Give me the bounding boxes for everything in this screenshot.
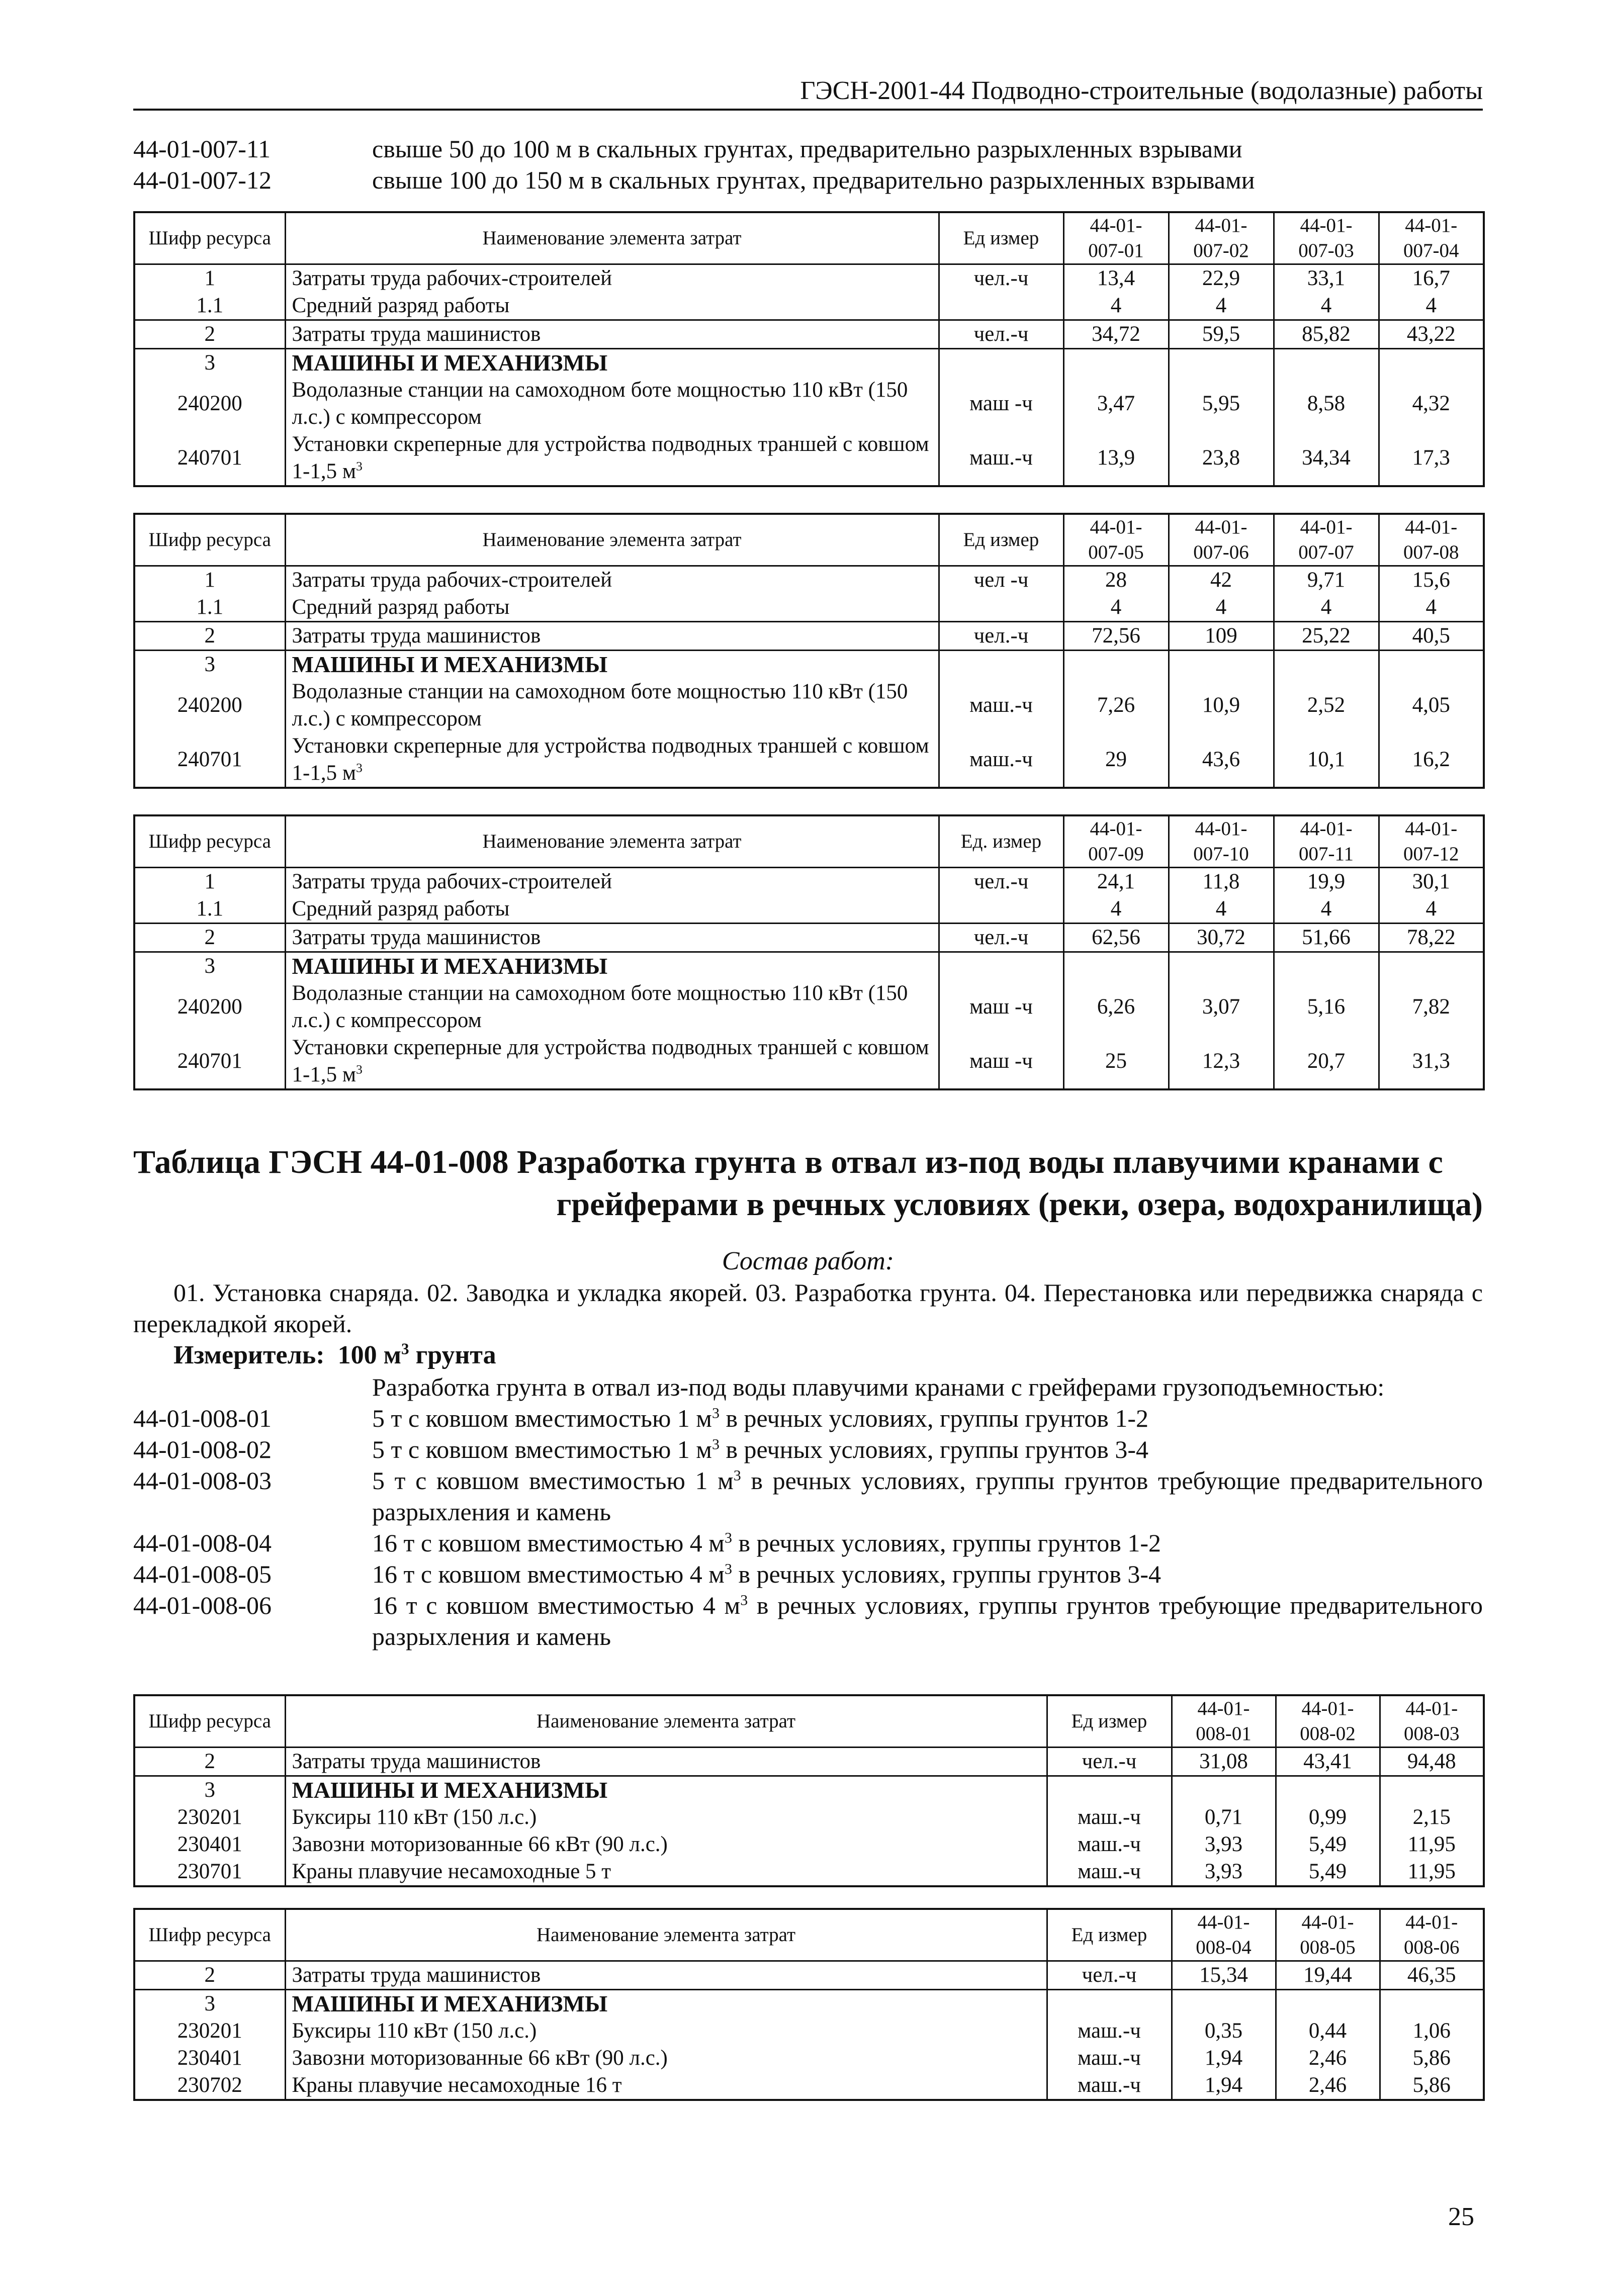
cell-code: 2 — [134, 1748, 285, 1776]
cell-value: 7,82 — [1379, 980, 1484, 1034]
cell-code: 240701 — [134, 732, 285, 788]
cell-value: 43,6 — [1169, 732, 1274, 788]
table-row — [134, 1804, 1484, 1831]
header-unit: Ед измер — [1047, 1909, 1172, 1961]
table-header-row — [134, 212, 1484, 264]
cell-value: 3,93 — [1172, 1858, 1276, 1886]
cell-value: 15,6 — [1379, 566, 1484, 594]
cell-value: 46,35 — [1380, 1961, 1484, 1990]
cell-value: 4,05 — [1379, 678, 1484, 732]
item-text: 5 т с ковшом вместимостью 1 $м^3$ в речных условиях, группы грунтов 1-2 — [372, 1404, 1149, 1432]
cell-value: 4 — [1379, 292, 1484, 320]
cell-value: 2,15 — [1380, 1804, 1484, 1831]
header-name: Наименование элемента затрат — [285, 212, 939, 264]
resource-table — [133, 814, 1485, 1090]
table-row — [134, 1034, 1484, 1089]
cell-value: 1,06 — [1380, 2017, 1484, 2045]
cell-code: 230701 — [134, 1858, 285, 1886]
table-row — [134, 678, 1484, 732]
table-row — [134, 980, 1484, 1034]
table-row — [134, 952, 1484, 980]
cell-value: 31,08 — [1172, 1748, 1276, 1776]
cell-value: 51,66 — [1274, 924, 1379, 952]
header-code: Шифр ресурса — [134, 212, 285, 264]
cell-value: 22,9 — [1169, 264, 1274, 293]
cell-unit: маш.-ч — [939, 678, 1063, 732]
cell-unit — [1047, 1776, 1172, 1804]
cell-value: 5,49 — [1276, 1858, 1380, 1886]
row-text: свыше 100 до 150 м в скальных грунтах, предварительно разрыхленных взрывами — [372, 166, 1255, 194]
cell-value: 33,1 — [1274, 264, 1379, 293]
table-row — [134, 566, 1484, 594]
cell-value: 5,86 — [1380, 2045, 1484, 2072]
header-column: 44-01- 007-05 — [1063, 514, 1169, 566]
cell-name: Установки скреперные для устройства подводных траншей с ковшом 1-1,5 $м^3$ — [285, 732, 939, 788]
cell-value — [1274, 349, 1379, 377]
cell-value: 23,8 — [1169, 431, 1274, 486]
cell-value: 9,71 — [1274, 566, 1379, 594]
cell-unit — [939, 349, 1063, 377]
cell-value: 1,94 — [1172, 2045, 1276, 2072]
cell-value: 13,9 — [1063, 431, 1169, 486]
cell-value: 109 — [1169, 622, 1274, 651]
item-code: 44-01-008-01 — [133, 1404, 272, 1432]
cell-code: 1.1 — [134, 594, 285, 622]
list-item — [133, 133, 1483, 164]
header-column: 44-01- 007-01 — [1063, 212, 1169, 264]
cell-value: 12,3 — [1169, 1034, 1274, 1089]
cell-value: 28 — [1063, 566, 1169, 594]
cell-name: Средний разряд работы — [285, 292, 939, 320]
cell-value: 4 — [1274, 292, 1379, 320]
item-text: 16 т с ковшом вместимостью 4 $м^3$ в речных условиях, группы грунтов 1-2 — [372, 1529, 1162, 1557]
cell-value: 34,72 — [1063, 320, 1169, 349]
table-header-row — [134, 514, 1484, 566]
cell-value: 5,16 — [1274, 980, 1379, 1034]
cell-code: 1 — [134, 264, 285, 293]
cell-value: 31,3 — [1379, 1034, 1484, 1089]
cell-value: 25 — [1063, 1034, 1169, 1089]
cell-name: Затраты труда рабочих-строителей — [285, 264, 939, 293]
cell-code: 240701 — [134, 431, 285, 486]
header-column: 44-01- 008-06 — [1380, 1909, 1484, 1961]
cell-value: 34,34 — [1274, 431, 1379, 486]
running-header: ГЭСН-2001-44 Подводно-строительные (водолазные) работы — [133, 75, 1483, 111]
resource-table — [133, 211, 1485, 487]
cell-code: 3 — [134, 952, 285, 980]
list-item — [133, 1403, 1483, 1434]
cell-code: 230201 — [134, 2017, 285, 2045]
header-code: Шифр ресурса — [134, 514, 285, 566]
header-column: 44-01- 007-07 — [1274, 514, 1379, 566]
cell-name: МАШИНЫ И МЕХАНИЗМЫ — [285, 651, 939, 679]
cell-name: Средний разряд работы — [285, 895, 939, 924]
cell-value: 43,22 — [1379, 320, 1484, 349]
cell-code: 2 — [134, 924, 285, 952]
cell-code: 2 — [134, 320, 285, 349]
cell-code: 1 — [134, 868, 285, 896]
header-column: 44-01- 007-12 — [1379, 815, 1484, 868]
cell-code: 230401 — [134, 2045, 285, 2072]
cell-value — [1379, 651, 1484, 679]
table-header-row — [134, 815, 1484, 868]
list-item — [133, 1434, 1483, 1465]
cell-value: 4 — [1063, 292, 1169, 320]
table-row — [134, 320, 1484, 349]
cell-value — [1276, 1776, 1380, 1804]
cell-value: 4 — [1274, 594, 1379, 622]
cell-value: 8,58 — [1274, 377, 1379, 431]
resource-table — [133, 513, 1485, 789]
table-row — [134, 924, 1484, 952]
cell-code: 230201 — [134, 1804, 285, 1831]
cell-name: МАШИНЫ И МЕХАНИЗМЫ — [285, 952, 939, 980]
header-column: 44-01- 007-04 — [1379, 212, 1484, 264]
measure-label: Измеритель: — [173, 1341, 325, 1369]
cell-name: Установки скреперные для устройства подводных траншей с ковшом 1-1,5 $м^3$ — [285, 431, 939, 486]
cell-name: МАШИНЫ И МЕХАНИЗМЫ — [285, 1776, 1047, 1804]
cell-unit: маш.-ч — [1047, 1831, 1172, 1858]
cell-code: 240200 — [134, 678, 285, 732]
table-row — [134, 622, 1484, 651]
table-row — [134, 2017, 1484, 2045]
cell-unit — [939, 952, 1063, 980]
header-name: Наименование элемента затрат — [285, 514, 939, 566]
cell-value: 0,71 — [1172, 1804, 1276, 1831]
cell-value: 62,56 — [1063, 924, 1169, 952]
row-code: 44-01-007-12 — [133, 166, 272, 194]
cell-unit — [1047, 1990, 1172, 2018]
table-row — [134, 1961, 1484, 1990]
cell-value: 0,99 — [1276, 1804, 1380, 1831]
cell-value: 4,32 — [1379, 377, 1484, 431]
header-column: 44-01- 008-01 — [1172, 1695, 1276, 1748]
cell-unit — [939, 651, 1063, 679]
cell-value: 3,07 — [1169, 980, 1274, 1034]
cell-name: Затраты труда рабочих-строителей — [285, 566, 939, 594]
cell-value: 11,95 — [1380, 1831, 1484, 1858]
item-code: 44-01-008-02 — [133, 1435, 272, 1463]
cell-value: 5,49 — [1276, 1831, 1380, 1858]
cell-unit: чел.-ч — [1047, 1748, 1172, 1776]
cell-unit — [939, 292, 1063, 320]
header-unit: Ед измер — [939, 514, 1063, 566]
cell-value: 4 — [1379, 594, 1484, 622]
cell-value: 29 — [1063, 732, 1169, 788]
cell-name: Завозни моторизованные 66 кВт (90 л.с.) — [285, 2045, 1047, 2072]
cell-unit: маш.-ч — [1047, 2017, 1172, 2045]
table-row — [134, 1831, 1484, 1858]
cell-value: 25,22 — [1274, 622, 1379, 651]
cell-value: 1,94 — [1172, 2072, 1276, 2100]
cell-code: 1.1 — [134, 895, 285, 924]
list-item — [133, 1590, 1483, 1652]
cell-value: 85,82 — [1274, 320, 1379, 349]
measure-value: 100 $м^3$ грунта — [337, 1340, 496, 1369]
cell-unit: чел.-ч — [939, 868, 1063, 896]
section-title-line2: грейферами в речных условиях (реки, озера, водохранилища) — [556, 1186, 1483, 1223]
cell-unit: маш.-ч — [1047, 1804, 1172, 1831]
cell-name: Средний разряд работы — [285, 594, 939, 622]
cell-value: 11,95 — [1380, 1858, 1484, 1886]
header-column: 44-01- 007-06 — [1169, 514, 1274, 566]
cell-code: 3 — [134, 1990, 285, 2018]
cell-value: 6,26 — [1063, 980, 1169, 1034]
cell-unit: маш.-ч — [1047, 1858, 1172, 1886]
header-column: 44-01- 007-09 — [1063, 815, 1169, 868]
item-code: 44-01-008-05 — [133, 1560, 272, 1588]
cell-value: 2,46 — [1276, 2072, 1380, 2100]
item-text: 16 т с ковшом вместимостью 4 $м^3$ в речных условиях, группы грунтов требующие предварительного разрыхления и камень — [372, 1591, 1483, 1650]
cell-unit: маш -ч — [939, 1034, 1063, 1089]
cell-value: 5,86 — [1380, 2072, 1484, 2100]
header-name: Наименование элемента затрат — [285, 1909, 1047, 1961]
table-header-row — [134, 1695, 1484, 1748]
cell-unit — [939, 594, 1063, 622]
cell-unit: маш.-ч — [939, 732, 1063, 788]
cell-value: 3,93 — [1172, 1831, 1276, 1858]
table-row — [134, 292, 1484, 320]
cell-value: 2,46 — [1276, 2045, 1380, 2072]
table-row — [134, 594, 1484, 622]
header-name: Наименование элемента затрат — [285, 1695, 1047, 1748]
cell-value — [1274, 651, 1379, 679]
cell-unit: маш -ч — [939, 980, 1063, 1034]
cell-name: Затраты труда машинистов — [285, 1961, 1047, 1990]
list-item — [133, 1527, 1483, 1558]
cell-code: 3 — [134, 1776, 285, 1804]
item-text: 5 т с ковшом вместимостью 1 $м^3$ в речных условиях, группы грунтов 3-4 — [372, 1435, 1149, 1463]
intro-text: Разработка грунта в отвал из-под воды плавучими кранами с грейферами грузоподъемностью: — [372, 1373, 1385, 1401]
cell-code: 1.1 — [134, 292, 285, 320]
table-row — [134, 2045, 1484, 2072]
list-item — [133, 1465, 1483, 1527]
cell-name: Затраты труда машинистов — [285, 924, 939, 952]
cell-name: Завозни моторизованные 66 кВт (90 л.с.) — [285, 1831, 1047, 1858]
cell-code: 240200 — [134, 377, 285, 431]
row-code: 44-01-007-11 — [133, 135, 271, 163]
resource-table — [133, 1694, 1485, 1887]
cell-unit: маш.-ч — [939, 431, 1063, 486]
cell-value — [1172, 1990, 1276, 2018]
cell-name: Затраты труда рабочих-строителей — [285, 868, 939, 896]
header-code: Шифр ресурса — [134, 815, 285, 868]
top-rows — [133, 133, 1483, 196]
header-name: Наименование элемента затрат — [285, 815, 939, 868]
cell-unit: чел.-ч — [939, 320, 1063, 349]
cell-code: 2 — [134, 622, 285, 651]
table-row — [134, 349, 1484, 377]
table-row — [134, 377, 1484, 431]
cell-value: 0,35 — [1172, 2017, 1276, 2045]
section-title-line1: Таблица ГЭСН 44-01-008 Разработка грунта в отвал из-под воды плавучими кранами с — [133, 1144, 1443, 1180]
cell-value — [1063, 952, 1169, 980]
table-row — [134, 651, 1484, 679]
item-list — [133, 1403, 1483, 1652]
cell-unit: маш -ч — [939, 377, 1063, 431]
cell-value — [1169, 952, 1274, 980]
cell-code: 230401 — [134, 1831, 285, 1858]
table-row — [134, 868, 1484, 896]
cell-name: Водолазные станции на самоходном боте мощностью 110 кВт (150 л.с.) с компрессором — [285, 678, 939, 732]
list-item — [133, 1558, 1483, 1590]
cell-code: 240701 — [134, 1034, 285, 1089]
header-code: Шифр ресурса — [134, 1695, 285, 1748]
cell-value: 4 — [1169, 594, 1274, 622]
table-row — [134, 264, 1484, 293]
header-column: 44-01- 007-10 — [1169, 815, 1274, 868]
table-header-row — [134, 1909, 1484, 1961]
cell-value: 15,34 — [1172, 1961, 1276, 1990]
table-row — [134, 895, 1484, 924]
header-unit: Ед измер — [939, 212, 1063, 264]
cell-code: 240200 — [134, 980, 285, 1034]
cell-value: 17,3 — [1379, 431, 1484, 486]
section-title — [133, 1141, 1483, 1226]
cell-unit: маш.-ч — [1047, 2072, 1172, 2100]
cell-value: 20,7 — [1274, 1034, 1379, 1089]
header-column: 44-01- 007-03 — [1274, 212, 1379, 264]
cell-value: 30,1 — [1379, 868, 1484, 896]
cell-value: 59,5 — [1169, 320, 1274, 349]
cell-value — [1379, 349, 1484, 377]
cell-name: Краны плавучие несамоходные 5 т — [285, 1858, 1047, 1886]
row-text: свыше 50 до 100 м в скальных грунтах, предварительно разрыхленных взрывами — [372, 135, 1242, 163]
item-code: 44-01-008-06 — [133, 1591, 272, 1619]
cell-value: 40,5 — [1379, 622, 1484, 651]
cell-unit: маш.-ч — [1047, 2045, 1172, 2072]
item-text: 16 т с ковшом вместимостью 4 $м^3$ в речных условиях, группы грунтов 3-4 — [372, 1560, 1162, 1588]
cell-value — [1380, 1990, 1484, 2018]
cell-code: 230702 — [134, 2072, 285, 2100]
header-code: Шифр ресурса — [134, 1909, 285, 1961]
header-column: 44-01- 007-11 — [1274, 815, 1379, 868]
cell-value — [1379, 952, 1484, 980]
cell-value: 4 — [1379, 895, 1484, 924]
cell-value: 11,8 — [1169, 868, 1274, 896]
cell-name: Водолазные станции на самоходном боте мощностью 110 кВт (150 л.с.) с компрессором — [285, 377, 939, 431]
cell-name: Краны плавучие несамоходные 16 т — [285, 2072, 1047, 2100]
cell-unit: чел.-ч — [939, 622, 1063, 651]
page-number: 25 — [1448, 2202, 1474, 2231]
header-unit: Ед измер — [1047, 1695, 1172, 1748]
table-row — [134, 1748, 1484, 1776]
cell-value — [1063, 651, 1169, 679]
list-item — [133, 164, 1483, 196]
cell-code: 2 — [134, 1961, 285, 1990]
table-row — [134, 431, 1484, 486]
work-text: 01. Установка снаряда. 02. Заводка и укладка якорей. 03. Разработка грунта. 04. Перестановка или передвижка снаряда с перекладкой якорей. — [133, 1278, 1483, 1338]
measure — [173, 1340, 496, 1371]
table-row — [134, 1858, 1484, 1886]
header-column: 44-01- 007-08 — [1379, 514, 1484, 566]
cell-value: 4 — [1063, 594, 1169, 622]
cell-value: 94,48 — [1380, 1748, 1484, 1776]
item-text: 5 т с ковшом вместимостью 1 $м^3$ в речных условиях, группы грунтов требующие предварительного разрыхления и камень — [372, 1466, 1483, 1526]
table-row — [134, 2072, 1484, 2100]
table-row — [134, 1990, 1484, 2018]
cell-name: МАШИНЫ И МЕХАНИЗМЫ — [285, 349, 939, 377]
cell-name: Затраты труда машинистов — [285, 320, 939, 349]
cell-value: 43,41 — [1276, 1748, 1380, 1776]
cell-value: 16,7 — [1379, 264, 1484, 293]
cell-name: Затраты труда машинистов — [285, 622, 939, 651]
cell-name: Затраты труда машинистов — [285, 1748, 1047, 1776]
table-row — [134, 1776, 1484, 1804]
cell-value: 42 — [1169, 566, 1274, 594]
cell-value — [1274, 952, 1379, 980]
cell-value: 4 — [1274, 895, 1379, 924]
cell-value: 10,1 — [1274, 732, 1379, 788]
cell-unit — [939, 895, 1063, 924]
item-code: 44-01-008-03 — [133, 1466, 272, 1495]
cell-value: 78,22 — [1379, 924, 1484, 952]
cell-value: 19,44 — [1276, 1961, 1380, 1990]
cell-value: 30,72 — [1169, 924, 1274, 952]
cell-value: 10,9 — [1169, 678, 1274, 732]
cell-unit: чел.-ч — [939, 264, 1063, 293]
cell-value: 2,52 — [1274, 678, 1379, 732]
cell-name: Буксиры 110 кВт (150 л.с.) — [285, 1804, 1047, 1831]
cell-value: 72,56 — [1063, 622, 1169, 651]
header-column: 44-01- 008-03 — [1380, 1695, 1484, 1748]
cell-value: 3,47 — [1063, 377, 1169, 431]
item-code: 44-01-008-04 — [133, 1529, 272, 1557]
cell-value — [1380, 1776, 1484, 1804]
cell-name: МАШИНЫ И МЕХАНИЗМЫ — [285, 1990, 1047, 2018]
cell-name: Буксиры 110 кВт (150 л.с.) — [285, 2017, 1047, 2045]
header-column: 44-01- 008-05 — [1276, 1909, 1380, 1961]
cell-code: 3 — [134, 349, 285, 377]
cell-unit: чел -ч — [939, 566, 1063, 594]
table-row — [134, 732, 1484, 788]
cell-unit: чел.-ч — [1047, 1961, 1172, 1990]
cell-value: 4 — [1169, 292, 1274, 320]
work-heading: Состав работ: — [722, 1247, 895, 1275]
header-column: 44-01- 008-04 — [1172, 1909, 1276, 1961]
cell-value: 24,1 — [1063, 868, 1169, 896]
resource-table — [133, 1908, 1485, 2101]
cell-value: 4 — [1169, 895, 1274, 924]
cell-value: 0,44 — [1276, 2017, 1380, 2045]
cell-value: 5,95 — [1169, 377, 1274, 431]
cell-name: Установки скреперные для устройства подводных траншей с ковшом 1-1,5 $м^3$ — [285, 1034, 939, 1089]
cell-value: 7,26 — [1063, 678, 1169, 732]
cell-value: 13,4 — [1063, 264, 1169, 293]
cell-code: 3 — [134, 651, 285, 679]
cell-code: 1 — [134, 566, 285, 594]
cell-value: 19,9 — [1274, 868, 1379, 896]
cell-value — [1063, 349, 1169, 377]
header-column: 44-01- 007-02 — [1169, 212, 1274, 264]
cell-value — [1276, 1990, 1380, 2018]
cell-value — [1172, 1776, 1276, 1804]
cell-name: Водолазные станции на самоходном боте мощностью 110 кВт (150 л.с.) с компрессором — [285, 980, 939, 1034]
cell-value: 4 — [1063, 895, 1169, 924]
cell-unit: чел.-ч — [939, 924, 1063, 952]
cell-value — [1169, 651, 1274, 679]
cell-value: 16,2 — [1379, 732, 1484, 788]
header-column: 44-01- 008-02 — [1276, 1695, 1380, 1748]
cell-value — [1169, 349, 1274, 377]
header-unit: Ед. измер — [939, 815, 1063, 868]
